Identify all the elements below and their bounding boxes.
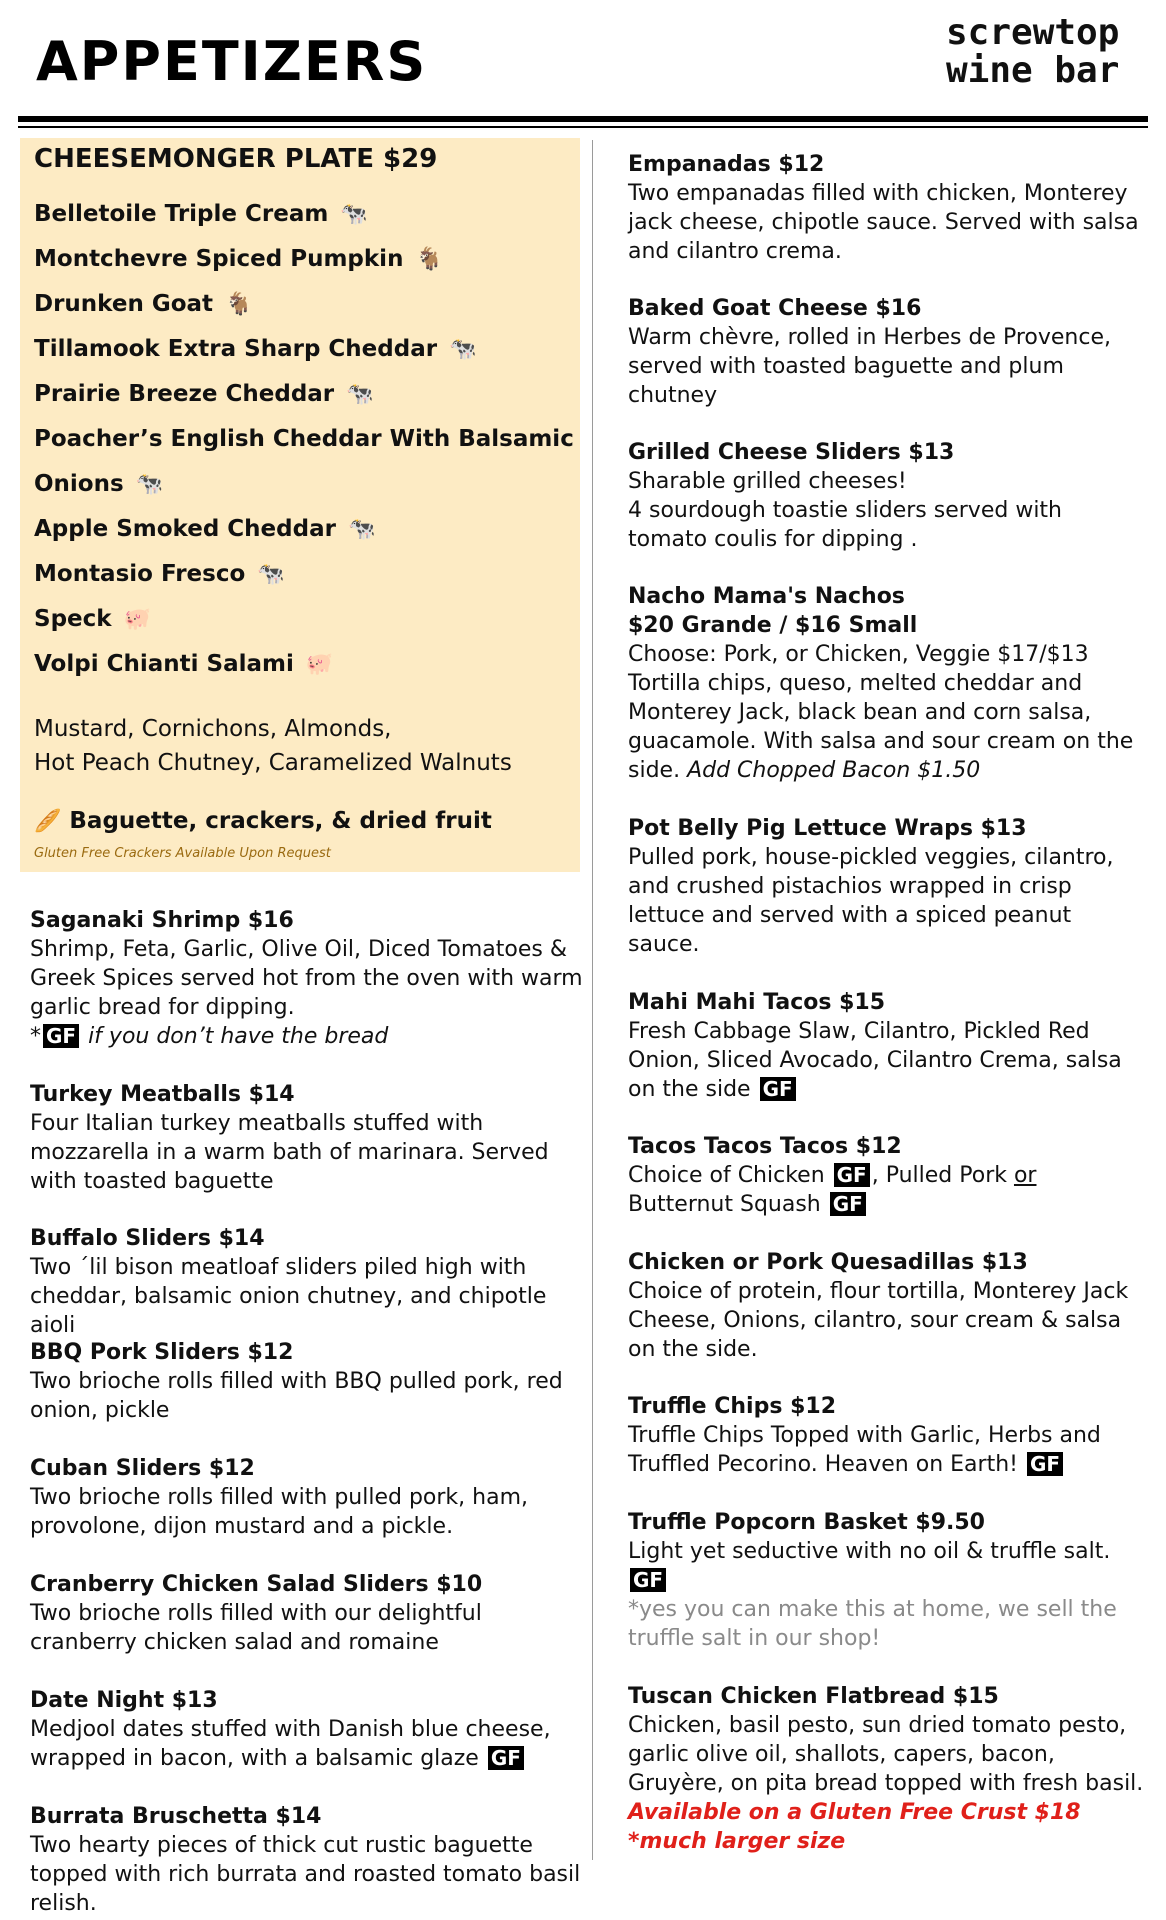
item-description: Two brioche rolls filled with BBQ pulled pork, red onion, pickle: [30, 1369, 563, 1423]
gf-badge: GF: [834, 1163, 870, 1187]
item-name: Truffle Popcorn Basket $9.50: [628, 1510, 985, 1535]
item-price: $20 Grande / $16 Small: [628, 613, 918, 638]
item-description: [628, 640, 1148, 785]
baguette-line: [34, 808, 492, 834]
desc-text: Choose: Pork, or Chicken, Veggie $17/$13 Tortilla chips, queso, melted cheddar and Monterey Jack, black bean and corn salsa, guacamole. With salsa and sour cream on the side.: [628, 642, 1134, 783]
item-name: Pot Belly Pig Lettuce Wraps $13: [628, 816, 1027, 841]
item-description-2: 4 sourdough toastie sliders served with tomato coulis for dipping .: [628, 498, 1062, 552]
baguette-text: Baguette, crackers, & dried fruit: [69, 808, 492, 834]
item-description: Two hearty pieces of thick cut rustic baguette topped with rich burrata and roasted tomato basil relish.: [30, 1833, 581, 1916]
cheese-list-item: [34, 237, 574, 282]
cheese-list: [34, 192, 574, 687]
cheese-item-label: Tillamook Extra Sharp Cheddar: [34, 336, 438, 362]
gluten-free-crackers-note: Gluten Free Crackers Available Upon Request: [34, 846, 331, 861]
menu-item-cranberry-chicken-sliders: [30, 1570, 590, 1657]
item-description: [628, 1017, 1148, 1104]
menu-item-baked-goat-cheese: [628, 294, 1148, 410]
item-description: Chicken, basil pesto, sun dried tomato pesto, garlic olive oil, shallots, capers, bacon, Gruyère, on pita bread topped with fresh basil.: [628, 1713, 1144, 1796]
menu-item-tacos: [628, 1132, 1148, 1219]
brand-logo: [946, 14, 1146, 90]
menu-item-burrata-bruschetta: [30, 1802, 590, 1918]
cheese-item-label: Drunken Goat: [34, 291, 214, 317]
gf-badge: GF: [488, 1746, 524, 1770]
accompaniments-line-2: Hot Peach Chutney, Caramelized Walnuts: [34, 750, 512, 776]
cheese-item-label: Prairie Breeze Cheddar: [34, 381, 335, 407]
item-description: Two brioche rolls filled with our delightful cranberry chicken salad and romaine: [30, 1601, 482, 1655]
gf-badge: GF: [1027, 1452, 1063, 1476]
cheese-list-item: [34, 552, 574, 597]
add-bacon-note: Add Chopped Bacon $1.50: [687, 758, 981, 783]
item-description: [30, 1715, 590, 1773]
gf-badge: GF: [760, 1077, 796, 1101]
item-name: Tacos Tacos Tacos $12: [628, 1134, 902, 1159]
page-title: APPETIZERS: [36, 30, 428, 93]
cheese-list-item: [34, 372, 574, 417]
item-description: Two empanadas filled with chicken, Monterey jack cheese, chipotle sauce. Served with salsa and cilantro crema.: [628, 181, 1139, 264]
item-name: Chicken or Pork Quesadillas $13: [628, 1250, 1028, 1275]
item-name: Baked Goat Cheese $16: [628, 296, 922, 321]
item-name: Nacho Mama's Nachos: [628, 584, 905, 609]
gf-badge: GF: [830, 1192, 866, 1216]
baguette-icon: 🥖: [34, 809, 62, 834]
item-description-1: Sharable grilled cheeses!: [628, 469, 907, 494]
menu-item-turkey-meatballs: [30, 1080, 590, 1196]
menu-item-quesadillas: [628, 1248, 1148, 1364]
menu-item-tuscan-flatbread: [628, 1682, 1148, 1856]
desc-part-3: Butternut Squash: [628, 1192, 828, 1217]
cheese-list-item: [34, 417, 574, 462]
item-name: Date Night $13: [30, 1688, 218, 1713]
item-description: Shrimp, Feta, Garlic, Olive Oil, Diced Tomatoes & Greek Spices served hot from the oven with warm garlic bread for dipping.: [30, 937, 583, 1020]
cheese-list-item: [34, 597, 574, 642]
item-name: Empanadas $12: [628, 152, 825, 177]
item-name: Cranberry Chicken Salad Sliders $10: [30, 1572, 483, 1597]
cheese-list-item: [34, 327, 574, 372]
header-rule-thick: [18, 116, 1148, 122]
cow-icon: 🐄: [346, 382, 374, 407]
item-description: [628, 1161, 1148, 1219]
column-divider: [592, 140, 593, 1860]
cheese-item-label: Volpi Chianti Salami: [34, 651, 294, 677]
item-description: [628, 1421, 1148, 1479]
item-name: Cuban Sliders $12: [30, 1456, 255, 1481]
goat-icon: 🐐: [225, 292, 253, 317]
item-name: Tuscan Chicken Flatbread $15: [628, 1684, 999, 1709]
cheesemonger-plate-panel: [20, 138, 580, 872]
cheese-list-item: [34, 507, 574, 552]
item-name: Grilled Cheese Sliders $13: [628, 440, 955, 465]
gluten-free-crust-note: Available on a Gluten Free Crust $18 *much larger size: [628, 1800, 1081, 1854]
menu-item-mahi-mahi-tacos: [628, 988, 1148, 1104]
menu-item-nachos: [628, 582, 1148, 785]
item-description: Light yet seductive with no oil & truffle salt.: [628, 1539, 1111, 1564]
cheesemonger-title: CHEESEMONGER PLATE $29: [34, 144, 438, 174]
cheese-item-label: Poacher’s English Cheddar With Balsamic: [34, 426, 574, 452]
menu-item-cuban-sliders: [30, 1454, 590, 1541]
gf-badge: GF: [43, 1024, 79, 1048]
menu-item-truffle-chips: [628, 1392, 1148, 1479]
item-description: Two ´lil bison meatloaf sliders piled high with cheddar, balsamic onion chutney, and chipotle aioli: [30, 1255, 547, 1338]
cow-icon: 🐄: [449, 337, 477, 362]
item-name: Saganaki Shrimp $16: [30, 908, 294, 933]
desc-part-2: , Pulled Pork: [871, 1163, 1014, 1188]
cheese-item-label: Apple Smoked Cheddar: [34, 516, 336, 542]
item-name: Burrata Bruschetta $14: [30, 1804, 322, 1829]
cheese-list-item: [34, 642, 574, 687]
gf-badge: GF: [630, 1568, 666, 1592]
pig-icon: 🐖: [123, 607, 151, 632]
item-name: Mahi Mahi Tacos $15: [628, 990, 886, 1015]
menu-item-buffalo-sliders: [30, 1224, 590, 1340]
menu-item-truffle-popcorn: [628, 1508, 1148, 1653]
item-description: Pulled pork, house-pickled veggies, cilantro, and crushed pistachios wrapped in crisp lettuce and served with a spiced peanut sauce.: [628, 845, 1114, 957]
cow-icon: 🐄: [257, 562, 285, 587]
item-description: Two brioche rolls filled with pulled pork, ham, provolone, dijon mustard and a pickle.: [30, 1485, 529, 1539]
item-name: Turkey Meatballs $14: [30, 1082, 295, 1107]
gf-line: [628, 1566, 1148, 1595]
desc-text: Medjool dates stuffed with Danish blue cheese, wrapped in bacon, with a balsamic glaze: [30, 1717, 551, 1771]
desc-text: Fresh Cabbage Slaw, Cilantro, Pickled Red Onion, Sliced Avocado, Cilantro Crema, salsa on the side: [628, 1019, 1122, 1102]
item-note: *yes you can make this at home, we sell the truffle salt in our shop!: [628, 1597, 1117, 1651]
desc-part-1: Choice of Chicken: [628, 1163, 832, 1188]
cheese-item-label: Montchevre Spiced Pumpkin: [34, 246, 404, 272]
or-text: or: [1013, 1163, 1037, 1188]
cheese-list-item: [34, 192, 574, 237]
item-name: Truffle Chips $12: [628, 1394, 837, 1419]
cheese-list-item: [34, 282, 574, 327]
pig-icon: 🐖: [305, 652, 334, 677]
brand-line-2: wine bar: [946, 50, 1120, 91]
item-description: Four Italian turkey meatballs stuffed with mozzarella in a warm bath of marinara. Served with toasted baguette: [30, 1111, 549, 1194]
cheese-list-item: [34, 462, 574, 507]
accompaniments-line-1: Mustard, Cornichons, Almonds,: [34, 716, 392, 742]
menu-item-date-night: [30, 1686, 590, 1773]
cow-icon: 🐄: [135, 472, 164, 497]
item-description: Warm chèvre, rolled in Herbes de Provence, served with toasted baguette and plum chutney: [628, 325, 1111, 408]
note-text: if you don’t have the bread: [81, 1024, 389, 1049]
desc-text: Truffle Chips Topped with Garlic, Herbs and Truffled Pecorino. Heaven on Earth!: [628, 1423, 1101, 1477]
goat-icon: 🐐: [415, 247, 443, 272]
cheese-item-label: Speck: [34, 606, 112, 632]
note-prefix: *: [30, 1024, 41, 1049]
item-name: BBQ Pork Sliders $12: [30, 1340, 294, 1365]
cow-icon: 🐄: [340, 202, 368, 227]
menu-item-lettuce-wraps: [628, 814, 1148, 959]
cheese-accompaniments: [34, 712, 512, 780]
cheese-item-label: Belletoile Triple Cream: [34, 201, 329, 227]
menu-item-grilled-cheese-sliders: [628, 438, 1148, 554]
cheese-item-label: Montasio Fresco: [34, 561, 246, 587]
item-name: Buffalo Sliders $14: [30, 1226, 265, 1251]
brand-line-1: screwtop: [946, 12, 1120, 53]
menu-item-empanadas: [628, 150, 1148, 266]
menu-item-saganaki-shrimp: [30, 906, 590, 1051]
menu-item-bbq-pork-sliders: [30, 1338, 590, 1425]
header-rule-thin: [18, 126, 1148, 128]
cheese-item-label: Onions: [34, 471, 124, 497]
cow-icon: 🐄: [347, 517, 376, 542]
item-note: [30, 1022, 590, 1051]
item-description: Choice of protein, flour tortilla, Monterey Jack Cheese, Onions, cilantro, sour cream & salsa on the side.: [628, 1279, 1129, 1362]
